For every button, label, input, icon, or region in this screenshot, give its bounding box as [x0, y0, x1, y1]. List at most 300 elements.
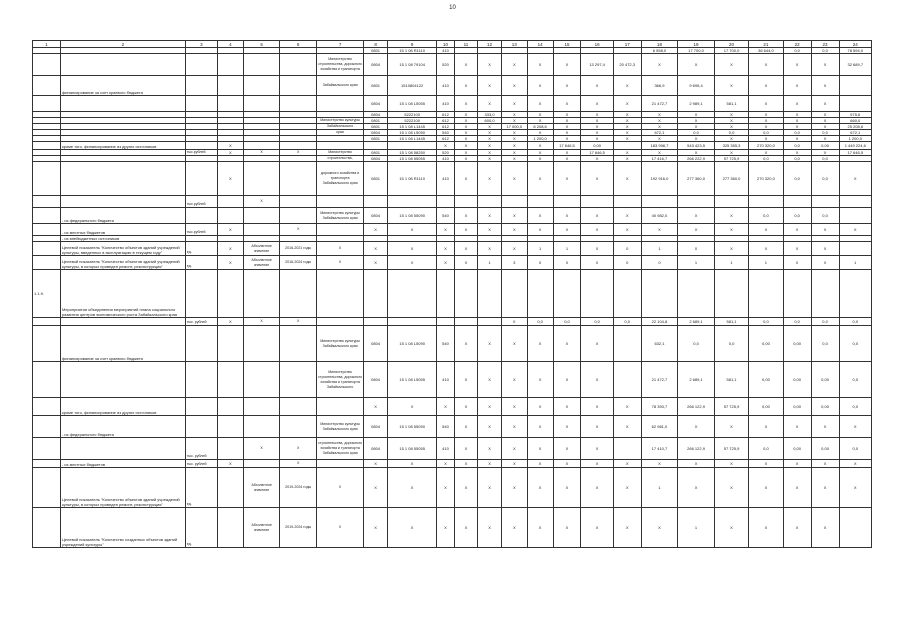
cell-col-15: Х: [553, 118, 581, 124]
cell-col-14: Х: [527, 508, 553, 548]
cell-col-15: Х: [553, 130, 581, 136]
cell-col-10: [437, 196, 454, 208]
cell-col-11: Х: [454, 468, 478, 508]
cell-col-12: Х: [478, 242, 502, 256]
cell-col-20: 57 725,9: [714, 438, 748, 460]
cell-col-22: Х: [783, 96, 811, 112]
cell-col-23: Х: [811, 112, 839, 118]
cell-col-18: Х: [641, 150, 678, 156]
cell-col-11: [454, 318, 478, 326]
cell-col-19: Х: [678, 118, 715, 124]
cell-col-8: 0804: [364, 54, 388, 76]
cell-col-2: кроме того, финансирование из других источников: [60, 398, 185, 416]
table-row: [33, 460, 872, 468]
cell-col-2: - из федерального бюджета: [60, 416, 185, 438]
cell-col-11: Х: [454, 398, 478, 416]
cell-col-19: Х: [678, 150, 715, 156]
cell-col-8: 0804: [364, 208, 388, 224]
cell-col-15: Х: [553, 208, 581, 224]
cell-col-14: Х: [527, 438, 553, 460]
cell-col-5: [243, 76, 280, 96]
column-header-24: 24: [839, 41, 871, 48]
cell-col-6: Х: [280, 224, 317, 236]
cell-col-7: Х: [316, 242, 363, 256]
cell-col-9: [387, 318, 436, 326]
cell-col-18: 17 416,7: [641, 156, 678, 162]
cell-col-24: 32 689,7: [839, 54, 871, 76]
cell-col-1: [33, 318, 61, 326]
cell-col-16: Х: [581, 362, 613, 398]
cell-col-22: Х: [783, 76, 811, 96]
cell-col-3: тыс. рублей: [185, 438, 217, 460]
column-header-20: 20: [714, 41, 748, 48]
cell-col-5: Х: [243, 438, 280, 460]
cell-col-17: 0: [613, 256, 641, 270]
cell-col-20: Х: [714, 76, 748, 96]
cell-col-21: Х: [749, 224, 783, 236]
cell-col-22: Х: [783, 508, 811, 548]
cell-col-14: Х: [527, 112, 553, 118]
cell-col-18: 672,1: [641, 130, 678, 136]
column-header-21: 21: [749, 41, 783, 48]
cell-col-5: [243, 224, 280, 236]
cell-col-6: 2019-2024 годы: [280, 508, 317, 548]
cell-col-14: Х: [527, 142, 553, 150]
cell-col-12: Х: [478, 362, 502, 398]
cell-col-20: Х: [714, 224, 748, 236]
budget-table: [32, 40, 872, 548]
cell-col-6: [280, 196, 317, 208]
cell-col-14: Х: [527, 468, 553, 508]
cell-col-24: 1 200,0: [839, 136, 871, 142]
cell-col-9: 5222100: [387, 118, 436, 124]
cell-col-9: [387, 196, 436, 208]
cell-col-20: Х: [714, 468, 748, 508]
cell-col-14: [527, 196, 553, 208]
cell-col-7: Министерство культуры Забайкальского края: [316, 326, 363, 362]
cell-col-18: [641, 196, 678, 208]
cell-col-15: Х: [553, 362, 581, 398]
column-header-2: 2: [60, 41, 185, 48]
cell-col-11: Х: [454, 150, 478, 156]
cell-col-12: Х: [478, 224, 502, 236]
cell-col-9: [387, 270, 436, 318]
cell-col-15: [553, 196, 581, 208]
cell-col-16: 13 297,4: [581, 54, 613, 76]
cell-col-16: Х: [581, 118, 613, 124]
column-header-10: 10: [437, 41, 454, 48]
cell-col-12: 1: [478, 256, 502, 270]
cell-col-6: [280, 398, 317, 416]
cell-col-22: Х: [783, 112, 811, 118]
cell-col-10: 540: [437, 130, 454, 136]
cell-col-20: 581,1: [714, 96, 748, 112]
cell-col-17: 0,0: [613, 318, 641, 326]
cell-col-7: строительства,: [316, 156, 363, 162]
cell-col-14: 8 208,6: [527, 124, 553, 130]
cell-col-24: Х: [839, 468, 871, 508]
cell-col-1: [33, 416, 61, 438]
cell-col-18: 17 410,7: [641, 438, 678, 460]
cell-col-1: 1.1.9.: [33, 270, 61, 318]
cell-col-21: 0,0: [749, 438, 783, 460]
cell-col-7: [316, 460, 363, 468]
cell-col-17: [613, 196, 641, 208]
cell-col-20: Х: [714, 150, 748, 156]
cell-col-11: Х: [454, 460, 478, 468]
cell-col-1: [33, 54, 61, 76]
table-row: [33, 398, 872, 416]
cell-col-24: 17 646,5: [839, 150, 871, 156]
cell-col-18: 0: [641, 256, 678, 270]
cell-col-22: [783, 196, 811, 208]
cell-col-14: 0,0: [527, 318, 553, 326]
cell-col-15: Х: [553, 162, 581, 196]
cell-col-22: 0,0: [783, 142, 811, 150]
cell-col-14: Х: [527, 150, 553, 156]
cell-col-13: Х: [501, 142, 527, 150]
cell-col-7: Х: [316, 508, 363, 548]
cell-col-22: 0,00: [783, 438, 811, 460]
cell-col-7: [316, 96, 363, 112]
table-row: [33, 196, 872, 208]
cell-col-7: Х: [316, 468, 363, 508]
cell-col-10: 520: [437, 150, 454, 156]
cell-col-15: Х: [553, 112, 581, 118]
cell-col-17: Х: [613, 416, 641, 438]
cell-col-3: ед.: [185, 242, 217, 256]
cell-col-1: [33, 162, 61, 196]
cell-col-16: Х: [581, 460, 613, 468]
cell-col-15: Х: [553, 416, 581, 438]
cell-col-18: 632,1: [641, 326, 678, 362]
cell-col-23: 0,00: [811, 438, 839, 460]
cell-col-3: тыс. рублей: [185, 318, 217, 326]
cell-col-5: Х: [243, 196, 280, 208]
cell-col-5: [243, 54, 280, 76]
header-row: [33, 41, 872, 48]
cell-col-20: Х: [714, 112, 748, 118]
cell-col-12: Х: [478, 156, 502, 162]
cell-col-16: Х: [581, 76, 613, 96]
cell-col-15: Х: [553, 136, 581, 142]
cell-col-3: ед.: [185, 468, 217, 508]
cell-col-13: 3: [501, 256, 527, 270]
cell-col-4: [217, 54, 243, 76]
cell-col-7: дорожного хозяйства и транспорта Забайкальского края: [316, 162, 363, 196]
cell-col-12: Х: [478, 124, 502, 130]
cell-col-20: 1: [714, 256, 748, 270]
cell-col-19: Х: [678, 136, 715, 142]
cell-col-7: [316, 224, 363, 236]
cell-col-16: Х: [581, 112, 613, 118]
cell-col-8: 0801: [364, 136, 388, 142]
cell-col-15: Х: [553, 508, 581, 548]
cell-col-8: 0804: [364, 362, 388, 398]
cell-col-6: 2016-2024 годы: [280, 256, 317, 270]
table-row: [33, 54, 872, 76]
column-header-17: 17: [613, 41, 641, 48]
cell-col-20: 57 725,9: [714, 156, 748, 162]
cell-col-17: [613, 438, 641, 460]
cell-col-22: [783, 270, 811, 318]
cell-col-17: Х: [613, 124, 641, 130]
cell-col-8: Х: [364, 508, 388, 548]
cell-col-2: [60, 362, 185, 398]
cell-col-10: Х: [437, 256, 454, 270]
cell-col-12: Х: [478, 136, 502, 142]
cell-col-10: 410: [437, 156, 454, 162]
cell-col-23: 0,0: [811, 156, 839, 162]
cell-col-19: Х: [678, 416, 715, 438]
cell-col-13: Х: [501, 326, 527, 362]
cell-col-5: Абсолютное значение: [243, 508, 280, 548]
cell-col-20: 581,1: [714, 318, 748, 326]
cell-col-7: Забайкальского края: [316, 76, 363, 96]
cell-col-2: Целевой показатель "Количество объектов зданий учреждений культуры, в которых проведен ремонт, реконструкция": [60, 468, 185, 508]
cell-col-11: Х: [454, 362, 478, 398]
column-header-1: 1: [33, 41, 61, 48]
cell-col-22: Х: [783, 468, 811, 508]
cell-col-4: Х: [217, 224, 243, 236]
cell-col-2: - из местных бюджетов: [60, 460, 185, 468]
column-header-11: 11: [454, 41, 478, 48]
cell-col-22: 0: [783, 256, 811, 270]
cell-col-21: 0,00: [749, 398, 783, 416]
cell-col-8: 0801: [364, 150, 388, 156]
cell-col-3: [185, 142, 217, 150]
cell-col-9: 15 1 08 R1110: [387, 162, 436, 196]
cell-col-10: [437, 270, 454, 318]
column-header-15: 15: [553, 41, 581, 48]
cell-col-12: Х: [478, 162, 502, 196]
cell-col-16: Х: [581, 416, 613, 438]
cell-col-19: Х: [678, 224, 715, 236]
cell-col-20: 0,0: [714, 326, 748, 362]
cell-col-5: [243, 326, 280, 362]
cell-col-2: [60, 54, 185, 76]
cell-col-10: Х: [437, 224, 454, 236]
cell-col-24: Х: [839, 460, 871, 468]
cell-col-22: Х: [783, 242, 811, 256]
cell-col-22: 0,0: [783, 162, 811, 196]
cell-col-6: [280, 326, 317, 362]
cell-col-16: [581, 270, 613, 318]
table-row: [33, 326, 872, 362]
cell-col-11: Х: [454, 54, 478, 76]
cell-col-17: [613, 362, 641, 398]
cell-col-14: Х: [527, 118, 553, 124]
cell-col-17: Х: [613, 224, 641, 236]
table-row: [33, 76, 872, 96]
cell-col-2: [60, 318, 185, 326]
cell-col-13: Х: [501, 460, 527, 468]
cell-col-17: Х: [613, 118, 641, 124]
cell-col-19: [678, 270, 715, 318]
cell-col-22: Х: [783, 460, 811, 468]
cell-col-1: [33, 468, 61, 508]
cell-col-7: края: [316, 130, 363, 136]
cell-col-13: Х: [501, 438, 527, 460]
cell-col-2: [60, 438, 185, 460]
cell-col-15: Х: [553, 460, 581, 468]
cell-col-13: Х: [501, 224, 527, 236]
cell-col-3: [185, 208, 217, 224]
cell-col-19: 2 689,1: [678, 318, 715, 326]
cell-col-20: [714, 196, 748, 208]
cell-col-16: Х: [581, 130, 613, 136]
cell-col-1: [33, 256, 61, 270]
cell-col-21: 0,00: [749, 362, 783, 398]
cell-col-16: Х: [581, 208, 613, 224]
table-row: [33, 96, 872, 112]
cell-col-20: Х: [714, 208, 748, 224]
cell-col-3: [185, 398, 217, 416]
cell-col-23: Х: [811, 416, 839, 438]
cell-col-19: Х: [678, 460, 715, 468]
cell-col-11: Х: [454, 416, 478, 438]
cell-col-2: кроме того, финансирование из других источников: [60, 142, 185, 150]
cell-col-23: Х: [811, 76, 839, 96]
cell-col-23: Х: [811, 54, 839, 76]
cell-col-9: 15 1 08 L5090: [387, 130, 436, 136]
cell-col-24: 0,0: [839, 362, 871, 398]
cell-col-21: Х: [749, 112, 783, 118]
cell-col-18: Х: [641, 136, 678, 142]
cell-col-19: 543 423,5: [678, 142, 715, 150]
cell-col-14: Х: [527, 398, 553, 416]
table-row: [33, 256, 872, 270]
cell-col-7: Министерство: [316, 150, 363, 156]
cell-col-13: Х: [501, 162, 527, 196]
cell-col-8: 0804: [364, 130, 388, 136]
cell-col-14: 1: [527, 242, 553, 256]
cell-col-1: [33, 362, 61, 398]
cell-col-14: Х: [527, 96, 553, 112]
column-header-9: 9: [387, 41, 436, 48]
cell-col-2: Целевой показатель "Количество объектов зданий учреждений культуры, в которых проведен ремонт, реконструкция": [60, 256, 185, 270]
table-row: [33, 242, 872, 256]
cell-col-1: [33, 460, 61, 468]
cell-col-21: Х: [749, 118, 783, 124]
cell-col-9: [387, 142, 436, 150]
cell-col-20: [714, 270, 748, 318]
cell-col-18: Х: [641, 508, 678, 548]
cell-col-20: Х: [714, 416, 748, 438]
cell-col-22: 0,0: [783, 130, 811, 136]
cell-col-3: тыс. рублей: [185, 460, 217, 468]
cell-col-5: Абсолютное значение: [243, 468, 280, 508]
cell-col-11: [454, 270, 478, 318]
cell-col-9: Х: [387, 468, 436, 508]
cell-col-2: Мероприятия объединения мероприятий плана социального развития центров экономического роста Забайкальского края: [60, 270, 185, 318]
cell-col-11: Х: [454, 438, 478, 460]
cell-col-20: Х: [714, 124, 748, 130]
cell-col-21: 0,0: [749, 318, 783, 326]
cell-col-3: [185, 270, 217, 318]
cell-col-23: Х: [811, 124, 839, 130]
cell-col-15: Х: [553, 150, 581, 156]
cell-col-13: Х: [501, 112, 527, 118]
cell-col-19: 266 222,9: [678, 156, 715, 162]
cell-col-1: [33, 438, 61, 460]
cell-col-24: 1 449 224,6: [839, 142, 871, 150]
cell-col-10: Х: [437, 460, 454, 468]
cell-col-11: [454, 196, 478, 208]
cell-col-11: Х: [454, 242, 478, 256]
cell-col-15: Х: [553, 326, 581, 362]
cell-col-16: Х: [581, 136, 613, 142]
table-row: [33, 362, 872, 398]
cell-col-10: 410: [437, 162, 454, 196]
cell-col-20: 17 700,0: [714, 48, 748, 54]
cell-col-6: 2019-2024 годы: [280, 468, 317, 508]
cell-col-7: Министерство культуры Забайкальского края: [316, 208, 363, 224]
cell-col-16: Х: [581, 224, 613, 236]
cell-col-8: [364, 196, 388, 208]
cell-col-18: Х: [641, 460, 678, 468]
cell-col-8: 0801: [364, 162, 388, 196]
cell-col-5: Х: [243, 318, 280, 326]
cell-col-8: [364, 270, 388, 318]
cell-col-14: Х: [527, 326, 553, 362]
cell-col-5: [243, 142, 280, 150]
cell-col-12: Х: [478, 150, 502, 156]
cell-col-15: [553, 270, 581, 318]
cell-col-17: Х: [613, 96, 641, 112]
cell-col-11: Х: [454, 96, 478, 112]
cell-col-10: 410: [437, 438, 454, 460]
cell-col-12: Х: [478, 460, 502, 468]
cell-col-19: 0,0: [678, 130, 715, 136]
cell-col-9: 15 1 08 L5055: [387, 96, 436, 112]
cell-col-10: Х: [437, 142, 454, 150]
cell-col-5: [243, 398, 280, 416]
cell-col-4: Х: [217, 242, 243, 256]
cell-col-22: Х: [783, 224, 811, 236]
cell-col-12: Х: [478, 96, 502, 112]
cell-col-20: 581,1: [714, 362, 748, 398]
cell-col-20: Х: [714, 242, 748, 256]
cell-col-10: 612: [437, 124, 454, 130]
cell-col-6: Х: [280, 460, 317, 468]
cell-col-2: - из внебюджетных источников: [60, 236, 185, 242]
column-header-5: 5: [243, 41, 280, 48]
cell-col-10: 612: [437, 136, 454, 142]
cell-col-17: Х: [613, 208, 641, 224]
cell-col-16: 0: [581, 242, 613, 256]
cell-col-15: Х: [553, 76, 581, 96]
cell-col-2: [60, 96, 185, 112]
cell-col-21: Х: [749, 242, 783, 256]
cell-col-4: Х: [217, 318, 243, 326]
cell-col-15: 0: [553, 256, 581, 270]
cell-col-18: 192 916,0: [641, 162, 678, 196]
column-header-7: 7: [316, 41, 363, 48]
cell-col-3: тыс.рублей: [185, 224, 217, 236]
cell-col-13: Х: [501, 468, 527, 508]
cell-col-9: 1510804122: [387, 76, 436, 96]
cell-col-9: Х: [387, 242, 436, 256]
cell-col-6: [280, 96, 317, 112]
cell-col-8: Х: [364, 398, 388, 416]
cell-col-23: Х: [811, 96, 839, 112]
cell-col-7: [316, 196, 363, 208]
cell-col-10: Х: [437, 242, 454, 256]
cell-col-11: Х: [454, 508, 478, 548]
table-body: [33, 48, 872, 548]
cell-col-5: [243, 208, 280, 224]
